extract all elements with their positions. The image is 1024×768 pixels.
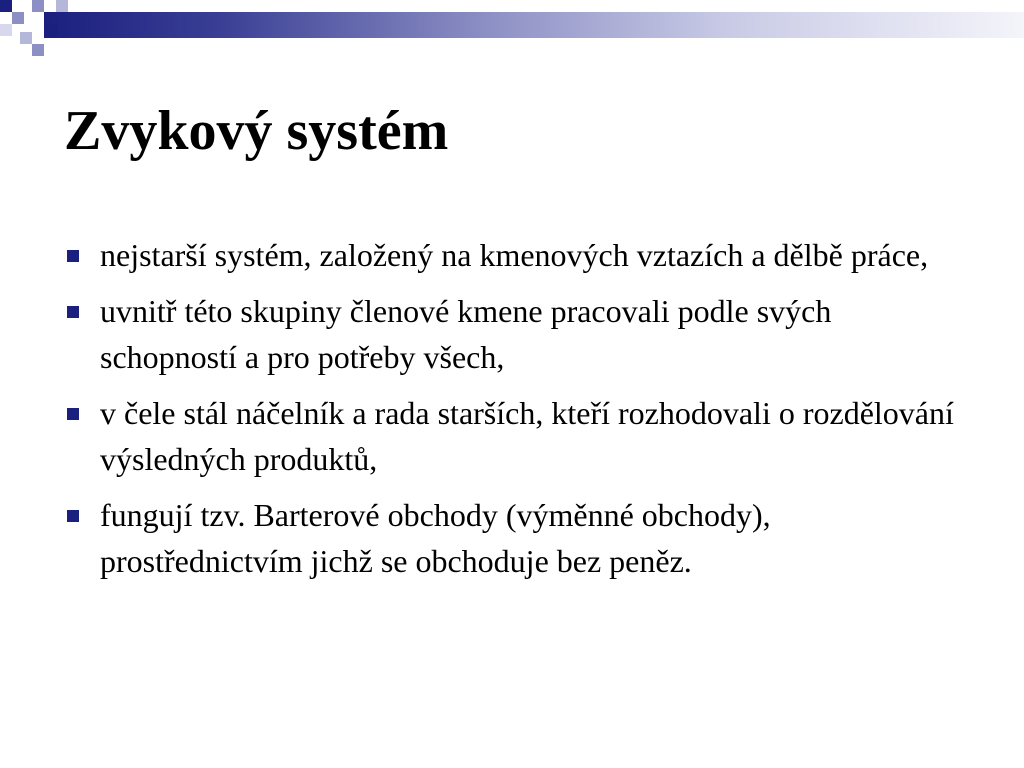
decor-square — [20, 32, 32, 44]
decor-square — [44, 24, 58, 38]
decor-square — [12, 12, 24, 24]
decor-square — [32, 0, 44, 12]
bullet-text: uvnitř této skupiny členové kmene pracovali podle svých schopností a pro potřeby všech, — [100, 293, 832, 375]
decor-square — [0, 24, 12, 36]
bullet-item — [64, 232, 964, 278]
square-bullet-icon — [67, 306, 79, 318]
decor-square — [56, 0, 68, 12]
slide-title: Zvykový systém — [64, 100, 449, 162]
bullet-item — [64, 492, 964, 584]
square-bullet-icon — [67, 250, 79, 262]
decor-square — [32, 44, 44, 56]
square-bullet-icon — [67, 408, 79, 420]
header-gradient-bar — [44, 12, 1024, 38]
bullet-text: nejstarší systém, založený na kmenových vztazích a dělbě práce, — [100, 237, 929, 273]
bullet-list — [64, 232, 964, 594]
bullet-item — [64, 288, 964, 380]
square-bullet-icon — [67, 510, 79, 522]
decor-square — [0, 0, 12, 12]
header-decoration — [0, 0, 1024, 70]
bullet-text: v čele stál náčelník a rada starších, kteří rozhodovali o rozdělování výsledných produktů, — [100, 395, 954, 477]
bullet-item — [64, 390, 964, 482]
bullet-text: fungují tzv. Barterové obchody (výměnné obchody), prostřednictvím jichž se obchoduje bez peněz. — [100, 497, 771, 579]
